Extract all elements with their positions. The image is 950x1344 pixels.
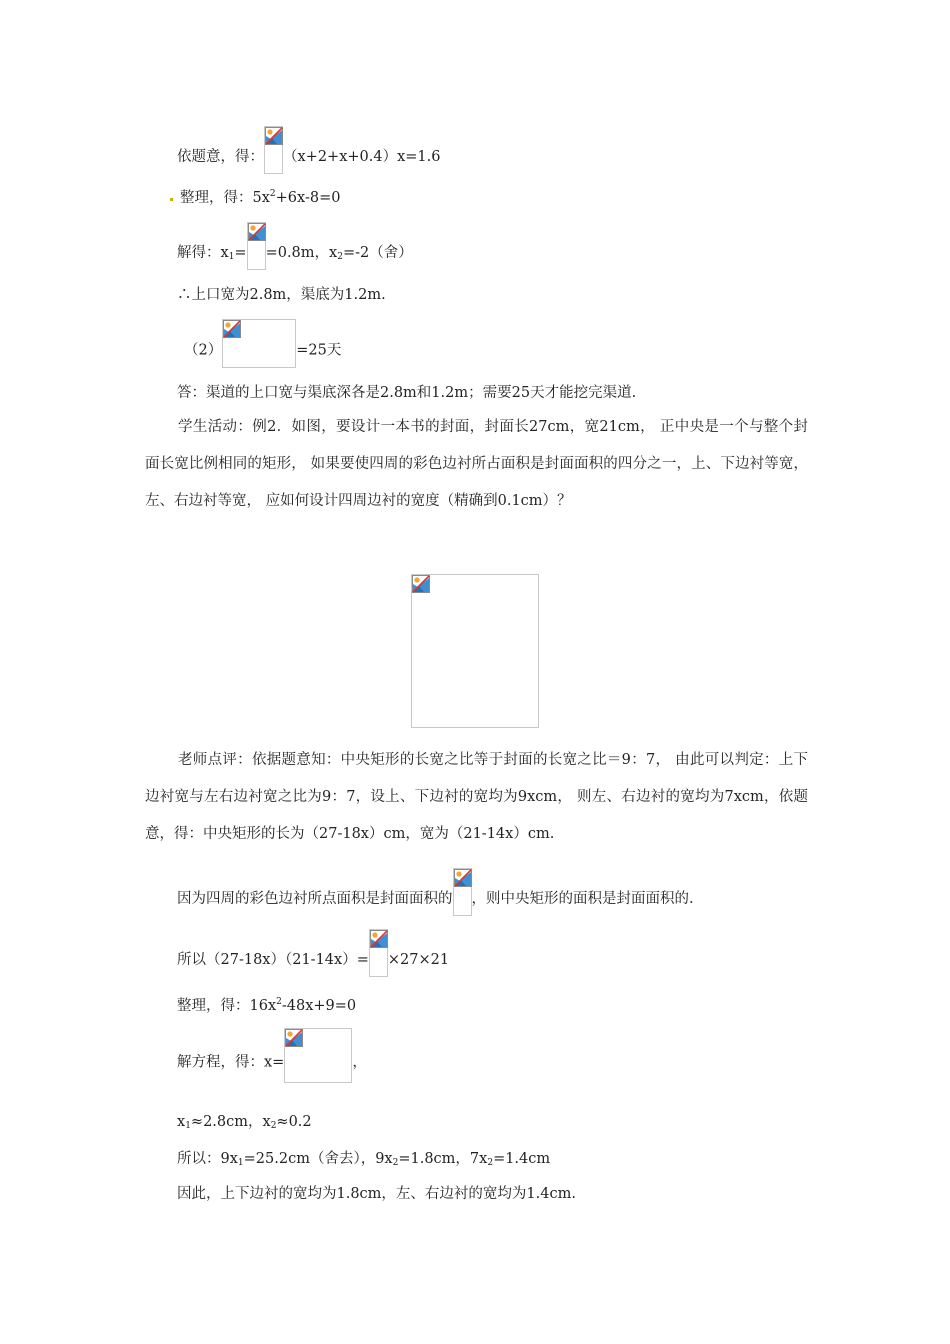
figure-image (411, 574, 539, 728)
broken-image-icon (454, 869, 473, 888)
subscript: 1 (228, 252, 235, 262)
values-line (177, 1149, 550, 1173)
text: =0.8m，x (265, 245, 338, 261)
text: ≈2.8cm，x (190, 1114, 271, 1130)
text: 所以（27-18x）（21-14x）= (177, 952, 369, 968)
answer-line: 答：渠道的上口宽与渠底深各是2.8m和1.2m；需要25天才能挖完渠道. (177, 385, 637, 401)
formula-image (369, 929, 388, 977)
text: =25天 (296, 342, 342, 359)
text: 依题意，得： (177, 149, 264, 165)
text: （2） (184, 342, 223, 359)
broken-image-icon (285, 1029, 304, 1048)
equation-line-3 (177, 236, 413, 270)
subscript: 1 (185, 1121, 191, 1131)
text: x (177, 1114, 186, 1130)
text: 因为四周的彩色边衬所点面积是封面面积的 (177, 891, 453, 907)
text: =1.8cm，7x (398, 1151, 488, 1167)
superscript: 2 (276, 997, 282, 1007)
text: +6x-8=0 (275, 190, 341, 206)
text: 所以：9x (177, 1151, 238, 1167)
equation-line-5 (184, 333, 341, 368)
broken-image-icon (248, 223, 267, 242)
equation-line-10 (177, 1042, 367, 1083)
formula-image (264, 126, 283, 174)
formula-image (247, 222, 266, 270)
equation-line-8 (177, 943, 449, 977)
reasoning-line (177, 882, 694, 916)
broken-image-icon (223, 320, 242, 339)
conclusion-line: ∴上口宽为2.8m，渠底为1.2m. (177, 287, 386, 303)
equation-line-2 (180, 184, 340, 208)
subscript: 2 (337, 252, 343, 262)
text: =25.2cm（舍去），9x (243, 1151, 393, 1167)
broken-image-icon (370, 930, 389, 949)
text: 整理，得：5x (180, 190, 270, 206)
superscript: 2 (269, 189, 276, 199)
text: 解得：x (177, 245, 229, 261)
text: -48x+9=0 (281, 998, 357, 1014)
text: =1.4cm (493, 1151, 551, 1167)
equation-line-9 (177, 992, 356, 1016)
text: =-2（舍） (342, 245, 413, 261)
broken-image-icon (412, 575, 431, 594)
teacher-comment-paragraph: 老师点评：依据题意知：中央矩形的长宽之比等于封面的长宽之比＝9：7， 由此可以判定：上下边衬宽与左右边衬宽之比为9：7，设上、下边衬的宽均为9xcm， 则左、右边衬的宽均为7xcm，依题意，得：中央矩形的长为（27-18x）cm，宽为（21-14x）cm. (145, 752, 808, 842)
text: = (234, 245, 247, 261)
text: （x+2+x+0.4）x=1.6 (283, 149, 441, 165)
formula-image (284, 1028, 352, 1083)
subscript: 2 (392, 1158, 399, 1168)
subscript: 1 (237, 1158, 244, 1168)
example-paragraph: 学生活动：例2．如图，要设计一本书的封面，封面长27cm，宽21cm， 正中央是一个与整个封面长宽比例相同的矩形， 如果要使四周的彩色边衬所占面积是封面面积的四分之一，上、下边衬等宽，左、右边衬等宽， 应如何设计四周边衬的宽度（精确到0.1cm）？ (145, 419, 808, 509)
subscript: 2 (487, 1158, 494, 1168)
text: ，则中央矩形的面积是封面面积的. (471, 891, 694, 907)
text: 解方程，得：x= (177, 1054, 285, 1071)
text: ×27×21 (387, 952, 450, 968)
mark (170, 198, 173, 201)
text: ， (352, 1054, 367, 1071)
broken-image-icon (265, 127, 284, 146)
text: ≈0.2 (276, 1114, 312, 1130)
formula-image (453, 868, 472, 916)
equation-line-1 (177, 140, 440, 174)
subscript: 2 (270, 1121, 277, 1131)
result-line (177, 1112, 312, 1136)
formula-image (222, 319, 296, 368)
text: 整理，得：16x (177, 998, 277, 1014)
final-answer-line: 因此，上下边衬的宽均为1.8cm，左、右边衬的宽均为1.4cm. (177, 1186, 576, 1202)
